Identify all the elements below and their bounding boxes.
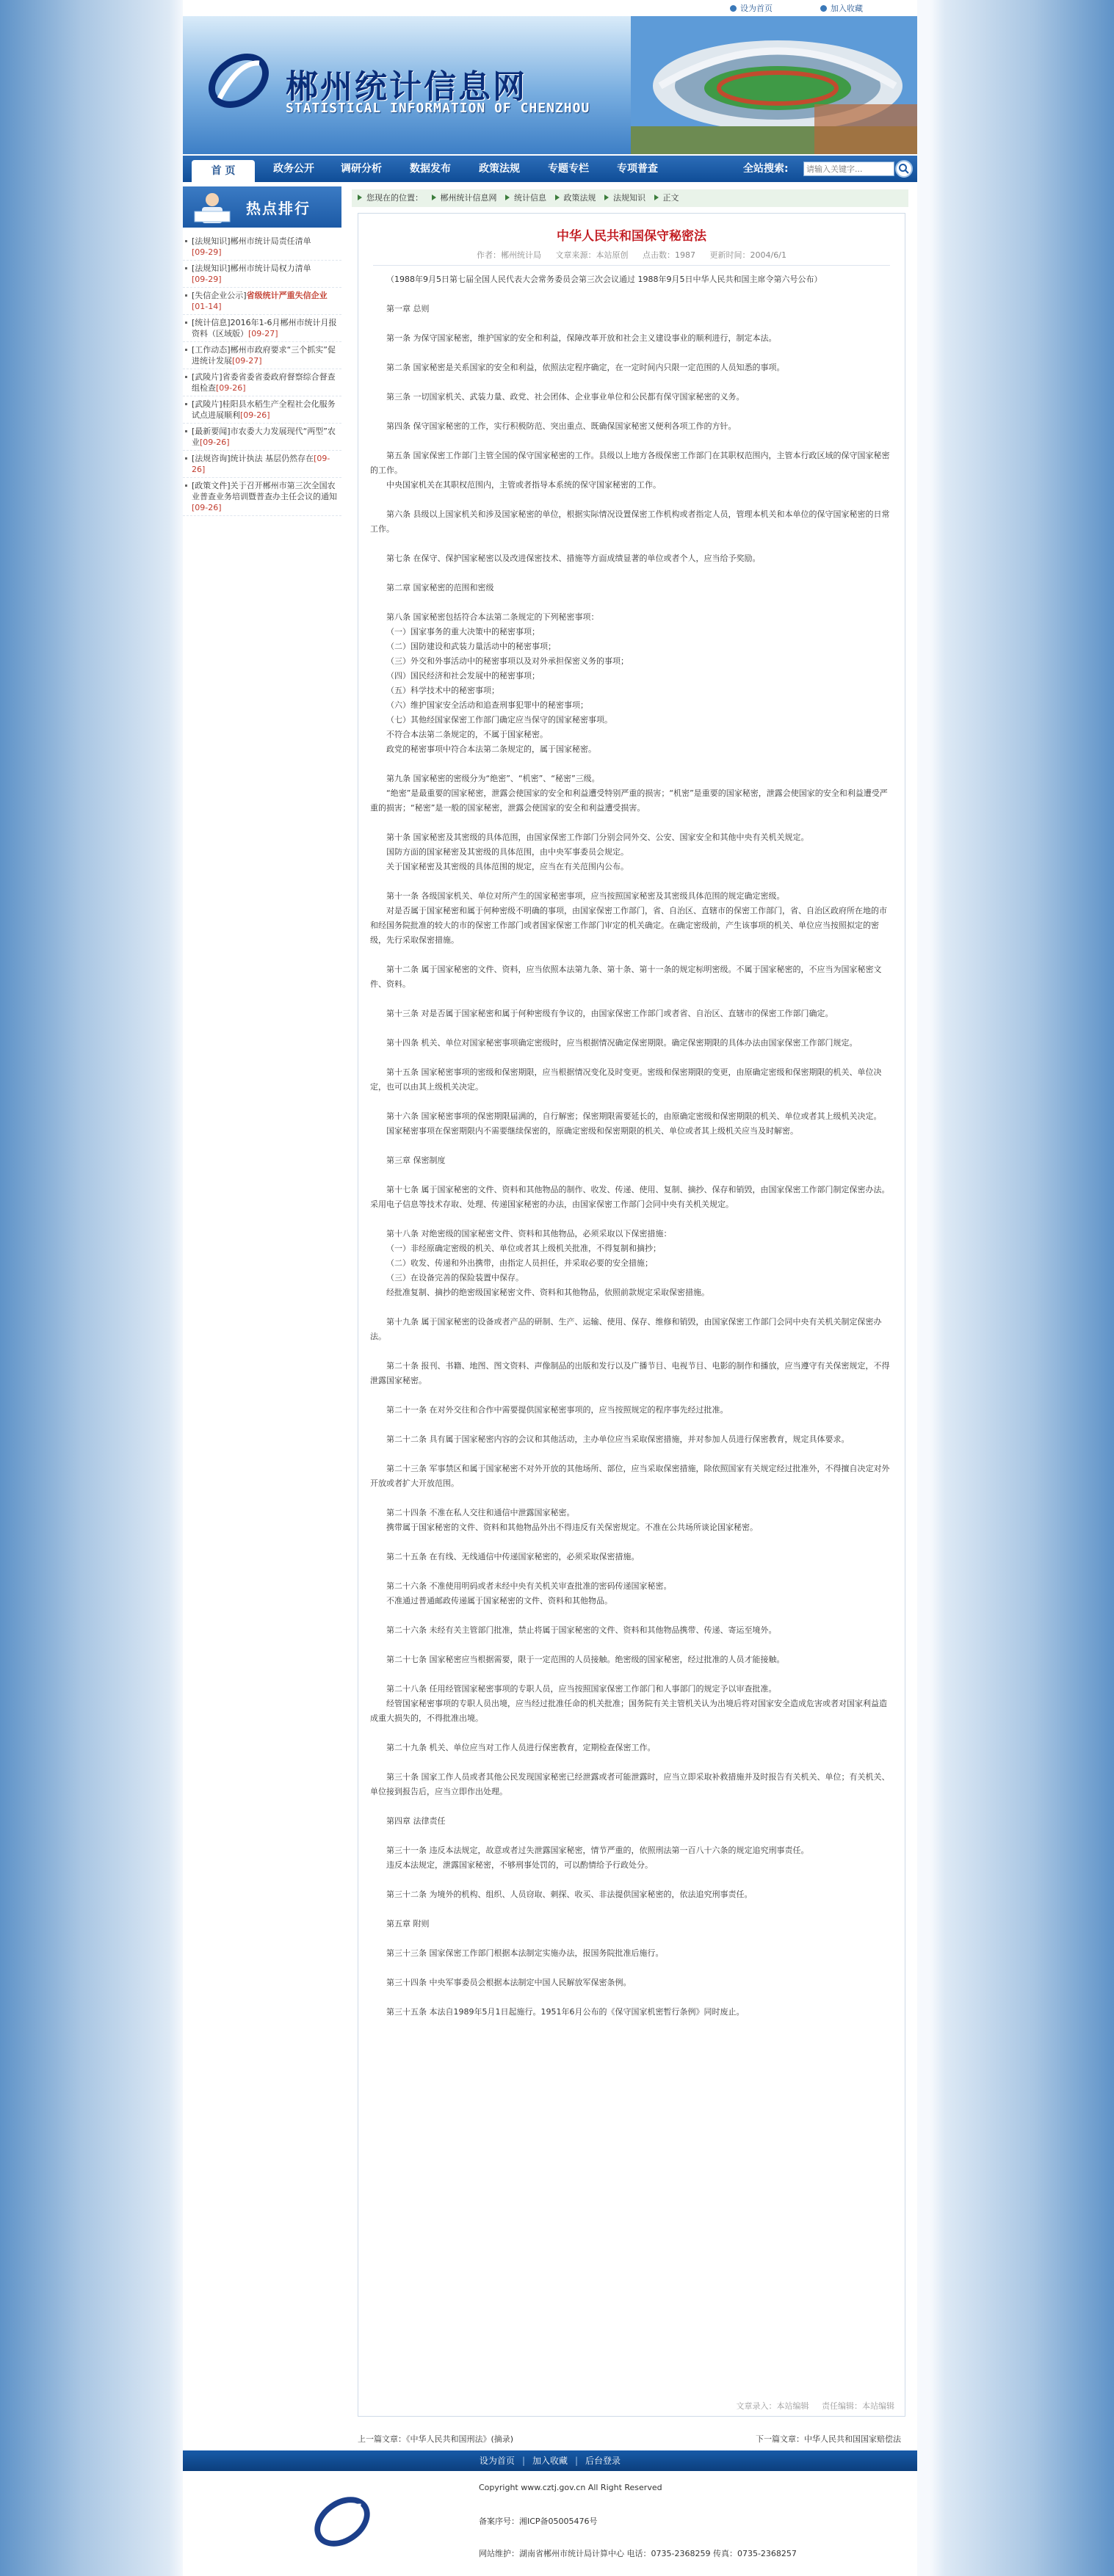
- footer-logo-icon: [309, 2489, 375, 2555]
- article-paragraph: 第一条 为保守国家秘密，维护国家的安全和利益，保障改革开放和社会主义建设事业的顺利进行，制定本法。: [386, 333, 777, 343]
- blank-line: [370, 1608, 890, 1623]
- bullet-icon: [185, 457, 187, 460]
- article-paragraph: 国防方面的国家秘密及其密级的具体范围，由中央军事委员会规定。: [386, 847, 629, 857]
- article-paragraph: 第十二条 属于国家秘密的文件、资料，应当依照本法第九条、第十条、第十一条的规定标明密级。不属于国家秘密的，不应当为国家秘密文件、资料。: [370, 965, 882, 989]
- article-paragraph: 第三十四条 中央军事委员会根据本法制定中国人民解放军保密条例。: [386, 1978, 632, 1987]
- site-title: 郴州统计信息网: [286, 68, 527, 106]
- bullet-icon: [185, 485, 187, 487]
- blank-line: [370, 1902, 890, 1917]
- hot-ranking-header: [183, 186, 341, 228]
- blank-line: [370, 1638, 890, 1652]
- blank-line: [370, 757, 890, 772]
- article-paragraph: 第二十条 报刊、书籍、地图、图文资料、声像制品的出版和发行以及广播节目、电视节目、电影的制作和播放，应当遵守有关保密规定，不得泄露国家秘密。: [370, 1361, 890, 1385]
- article-paragraph: 第二十三条 军事禁区和属于国家秘密不对外开放的其他场所、部位，应当采取保密措施，除依照国家有关规定经过批准外，不得擅自决定对外开放或者扩大开放范围。: [370, 1464, 890, 1488]
- blank-line: [370, 1961, 890, 1975]
- nav-home[interactable]: 首 页: [192, 160, 255, 182]
- blank-line: [370, 1095, 890, 1109]
- set-homepage-link[interactable]: 设为首页: [730, 2, 773, 14]
- article-paragraph: 第十一条 各级国家机关、单位对所产生的国家秘密事项，应当按照国家秘密及其密级具体范围的规定确定密级。: [386, 891, 785, 901]
- site-banner: [183, 16, 917, 154]
- article-paragraph: 第四条 保守国家秘密的工作，实行积极防范、突出重点、既确保国家秘密又便利各项工作的方针。: [386, 421, 737, 431]
- list-item[interactable]: [工作动态]郴州市政府要求“三个抓实”促进统计发展[09-27]: [183, 342, 341, 369]
- article-paragraph: 第二十七条 国家秘密应当根据需要，限于一定范围的人员接触。绝密级的国家秘密，经过批准的人员才能接触。: [386, 1655, 785, 1664]
- article-paragraph: 第二十八条 任用经管国家秘密事项的专职人员，应当按照国家保密工作部门和人事部门的规定予以审查批准。: [386, 1684, 777, 1694]
- blank-line: [370, 287, 890, 302]
- bullet-icon: [185, 403, 187, 405]
- article-paragraph: 政党的秘密事项中符合本法第二条规定的，属于国家秘密。: [386, 744, 596, 754]
- search-label: 全站搜索:: [743, 163, 789, 175]
- article-paragraph: 不符合本法第二条规定的，不属于国家秘密。: [386, 730, 548, 739]
- article-paragraph: 携带属于国家秘密的文件、资料和其他物品外出不得违反有关保密规定。不准在公共场所谈论国家秘密。: [386, 1523, 758, 1532]
- blank-line: [370, 493, 890, 507]
- breadcrumb-legal[interactable]: 法规知识: [613, 193, 645, 203]
- nav-census[interactable]: 专项普查: [617, 163, 658, 175]
- blank-line: [370, 1931, 890, 1946]
- blank-line: [370, 346, 890, 360]
- article-paragraph: 第七条 在保守、保护国家秘密以及改进保密技术、措施等方面成绩显著的单位或者个人，应当给予奖励。: [386, 554, 761, 563]
- reader-icon: [190, 189, 234, 226]
- prev-next-nav: [352, 2430, 908, 2446]
- main-nav: [183, 156, 917, 182]
- breadcrumb-stat-info[interactable]: 统计信息: [514, 193, 546, 203]
- nav-special-topics[interactable]: 专题专栏: [548, 163, 589, 175]
- sidebar: [183, 186, 341, 512]
- footer-admin-login[interactable]: 后台登录: [585, 2456, 621, 2466]
- article-meta: [373, 249, 890, 266]
- blank-line: [370, 992, 890, 1006]
- article: [358, 213, 905, 2417]
- copyright: Copyright www.cztj.gov.cn All Right Reserved: [479, 2483, 662, 2492]
- bullet-icon: [185, 240, 187, 242]
- blank-line: [370, 1990, 890, 2005]
- article-paragraph: （二）国防建设和武装力量活动中的秘密事项；: [386, 642, 556, 651]
- list-item[interactable]: [法规咨询]统计执法 基层仍然存在[09-26]: [183, 451, 341, 478]
- nav-data-release[interactable]: 数据发布: [410, 163, 451, 175]
- list-item[interactable]: [失信企业公示]省级统计严重失信企业[01-14]: [183, 288, 341, 315]
- article-paragraph: 关于国家秘密及其密级的具体范围的规定，应当在有关范围内公布。: [386, 862, 629, 871]
- article-paragraph: 第十九条 属于国家秘密的设备或者产品的研制、生产、运输、使用、保存、维修和销毁，由国家保密工作部门会同中央有关机关制定保密办法。: [370, 1317, 882, 1341]
- article-paragraph: 第十六条 国家秘密事项的保密期限届满的，自行解密；保密期限需要延长的，由原确定密级和保密期限的机关、单位或者其上级机关决定。: [386, 1111, 882, 1121]
- stadium-image: [631, 16, 917, 154]
- site-logo-icon: [205, 47, 272, 115]
- article-paragraph: 第二十一条 在对外交往和合作中需要提供国家秘密事项的，应当按照规定的程序事先经过批准。: [386, 1405, 728, 1415]
- blank-line: [370, 316, 890, 331]
- blank-line: [370, 1491, 890, 1506]
- article-paragraph: 经批准复制、摘抄的绝密级国家秘密文件、资料和其他物品，依照前款规定采取保密措施。: [386, 1288, 709, 1297]
- blank-line: [370, 1418, 890, 1432]
- article-paragraph: 第二十四条 不准在私人交往和通信中泄露国家秘密。: [386, 1508, 575, 1517]
- next-article-link[interactable]: 下一篇文章：中华人民共和国国家赔偿法: [756, 2434, 901, 2444]
- footer: [183, 2471, 917, 2576]
- breadcrumb-current: 正文: [662, 193, 679, 203]
- site-subtitle: STATISTICAL INFORMATION OF CHENZHOU: [286, 101, 590, 116]
- page: [183, 0, 917, 2576]
- arrow-icon: [555, 195, 560, 200]
- article-paragraph: 第五条 国家保密工作部门主管全国的保守国家秘密的工作。县级以上地方各级保密工作部门在其职权范围内，主管本行政区域的保守国家秘密的工作。: [370, 451, 890, 475]
- article-entry: 文章录入：本站编辑: [736, 2401, 809, 2411]
- article-paragraph: 第三十三条 国家保密工作部门根据本法制定实施办法，报国务院批准后施行。: [386, 1948, 664, 1958]
- article-paragraph: 第十四条 机关、单位对国家秘密事项确定密级时，应当根据情况确定保密期限。确定保密期限的具体办法由国家保密工作部门规定。: [386, 1038, 858, 1048]
- footer-links: 设为首页 | 加入收藏 | 后台登录: [183, 2450, 917, 2471]
- list-item[interactable]: [法规知识]郴州市统计局责任清单 [09-29]: [183, 233, 341, 261]
- article-paragraph: （六）维护国家安全活动和追查刑事犯罪中的秘密事项；: [386, 700, 588, 710]
- add-favorite-link[interactable]: 加入收藏: [820, 2, 863, 14]
- article-paragraph: 第三十五条 本法自1989年5月1日起施行。1951年6月公布的《保守国家机密暂行条例》同时废止。: [386, 2007, 745, 2017]
- blank-line: [370, 434, 890, 449]
- list-item[interactable]: [政策文件]关于召开郴州市第三次全国农业普查业务培训暨普查办主任会议的通知[09-26]: [183, 478, 341, 516]
- article-paragraph: 违反本法规定，泄露国家秘密，不够刑事处罚的，可以酌情给予行政处分。: [386, 1860, 653, 1870]
- breadcrumb-site[interactable]: 郴州统计信息网: [440, 193, 497, 203]
- article-paragraph: 第三条 一切国家机关、武装力量、政党、社会团体、企业事业单位和公民都有保守国家秘密的义务。: [386, 392, 745, 402]
- article-paragraph: 第十三条 对是否属于国家秘密和属于何种密级有争议的，由国家保密工作部门或者省、自治区、直辖市的保密工作部门确定。: [386, 1009, 833, 1018]
- blank-line: [370, 375, 890, 390]
- blank-line: [370, 1051, 890, 1065]
- blank-line: [370, 1726, 890, 1741]
- list-item[interactable]: [法规知识]郴州市统计局权力清单 [09-29]: [183, 261, 341, 288]
- article-paragraph: 第三十条 国家工作人员或者其他公民发现国家秘密已经泄露或者可能泄露时，应当立即采取补救措施并及时报告有关机关、单位；有关机关、单位接到报告后，应当立即作出处理。: [370, 1772, 890, 1796]
- arrow-icon: [604, 195, 609, 200]
- article-author: 作者：郴州统计局: [477, 250, 542, 260]
- breadcrumb: 您现在的位置： 郴州统计信息网 统计信息 政策法规 法规知识 正文: [352, 189, 908, 207]
- arrow-icon: [654, 195, 659, 200]
- article-paragraph: 国家秘密事项在保密期限内不需要继续保密的，原确定密级和保密期限的机关、单位或者其上级机关应当及时解密。: [386, 1126, 798, 1136]
- blank-line: [370, 1667, 890, 1682]
- blank-line: [370, 1139, 890, 1153]
- article-paragraph: （一）非经原确定密级的机关、单位或者其上级机关批准，不得复制和摘抄；: [386, 1244, 661, 1253]
- blank-line: [370, 1388, 890, 1403]
- blank-line: [370, 948, 890, 962]
- blank-line: [370, 874, 890, 889]
- article-paragraph: 第三十二条 为境外的机构、组织、人员窃取、刺探、收买、非法提供国家秘密的，依法追究刑事责任。: [386, 1890, 753, 1899]
- list-item[interactable]: [武陵片]省委省委省委政府督察综合督查组检查[09-26]: [183, 369, 341, 396]
- article-updated: 更新时间：2004/6/1: [709, 250, 786, 260]
- article-paragraph: （二）收发、传递和外出携带，由指定人员担任，并采取必要的安全措施；: [386, 1258, 653, 1268]
- article-paragraph: 第九条 国家秘密的密级分为“绝密”、“机密”、“秘密”三级。: [386, 774, 600, 783]
- article-hits: 点击数：1987: [643, 250, 696, 260]
- blank-line: [370, 566, 890, 581]
- search-icon: [897, 162, 911, 176]
- blank-line: [370, 1447, 890, 1462]
- blank-line: [370, 1873, 890, 1887]
- blank-line: [370, 404, 890, 419]
- arrow-icon: [358, 195, 362, 200]
- article-paragraph: 第六条 县级以上国家机关和涉及国家秘密的单位，根据实际情况设置保密工作机构或者指定人员，管理本机关和本单位的保守国家秘密的日常工作。: [370, 509, 890, 534]
- article-paragraph: 第十八条 对绝密级的国家秘密文件、资料和其他物品，必须采取以下保密措施：: [386, 1229, 672, 1238]
- list-item[interactable]: [武陵片]桂阳县水稻生产全程社会化服务试点进展顺利[09-26]: [183, 396, 341, 424]
- blank-line: [370, 1829, 890, 1843]
- arrow-icon: [505, 195, 510, 200]
- bullet-icon: [185, 376, 187, 378]
- blank-line: [370, 1755, 890, 1770]
- article-paragraph: 第四章 法律责任: [386, 1816, 446, 1826]
- article-paragraph: 第一章 总则: [386, 304, 430, 313]
- maintainer-info: 网站维护：湖南省郴州市统计局计算中心 电话：0735-2368259 传真：0735-2368257: [479, 2549, 797, 2558]
- article-paragraph: （五）科学技术中的秘密事项；: [386, 686, 499, 695]
- article-paragraph: （三）在设备完善的保险装置中保存。: [386, 1273, 524, 1282]
- arrow-icon: [432, 195, 436, 200]
- article-footer: [726, 2400, 895, 2412]
- article-paragraph: （七）其他经国家保密工作部门确定应当保守的国家秘密事项。: [386, 715, 612, 725]
- nav-research[interactable]: 调研分析: [341, 163, 382, 175]
- list-item[interactable]: [最新要闻]市农委大力发展现代“两型”农业[09-26]: [183, 424, 341, 451]
- breadcrumb-policy[interactable]: 政策法规: [563, 193, 596, 203]
- article-paragraph: 第十条 国家秘密及其密级的具体范围，由国家保密工作部门分别会同外交、公安、国家安全和其他中央有关机关规定。: [386, 832, 809, 842]
- article-paragraph: 经管国家秘密事项的专职人员出境，应当经过批准任命的机关批准；国务院有关主管机关认为出境后将对国家安全造成危害或者对国家利益造成重大损失的，不得批准出境。: [370, 1699, 887, 1723]
- article-paragraph: 不准通过普通邮政传递属于国家秘密的文件、资料和其他物品。: [386, 1596, 612, 1606]
- article-paragraph: 第二十二条 具有属于国家秘密内容的会议和其他活动，主办单位应当采取保密措施，并对参加人员进行保密教育，规定具体要求。: [386, 1434, 850, 1444]
- article-paragraph: 第十五条 国家秘密事项的密级和保密期限，应当根据情况变化及时变更。密级和保密期限的变更，由原确定密级和保密期限的机关、单位决定，也可以由其上级机关决定。: [370, 1067, 882, 1092]
- list-item[interactable]: [统计信息]2016年1-6月郴州市统计月报资料（区域版）[09-27]: [183, 315, 341, 342]
- article-paragraph: “绝密”是最重要的国家秘密，泄露会使国家的安全和利益遭受特别严重的损害；“机密”是重要的国家秘密，泄露会使国家的安全和利益遭受严重的损害；“秘密”是一般的国家秘密，泄露会使国家的安全和利益遭受损害。: [370, 788, 888, 813]
- article-paragraph: 第二十六条 未经有关主管部门批准，禁止将属于国家秘密的文件、资料和其他物品携带、传递、寄运至境外。: [386, 1625, 777, 1635]
- article-editor: 责任编辑：本站编辑: [822, 2401, 894, 2411]
- search-input[interactable]: [803, 162, 894, 176]
- article-paragraph: 第十七条 属于国家秘密的文件、资料和其他物品的制作、收发、传递、使用、复制、摘抄、保存和销毁，由国家保密工作部门制定保密办法。采用电子信息等技术存取、处理、传递国家秘密的办法，由国家保密工作部门会同中央有关机关规定。: [370, 1185, 890, 1209]
- article-paragraph: 第二章 国家秘密的范围和密级: [386, 583, 494, 592]
- blank-line: [370, 595, 890, 610]
- hot-ranking-title: 热点排行: [246, 200, 311, 217]
- blank-line: [370, 1344, 890, 1359]
- top-strip: [183, 0, 917, 17]
- footer-set-homepage[interactable]: 设为首页: [479, 2456, 515, 2466]
- prev-article-link[interactable]: 上一篇文章：《中华人民共和国刑法》(摘录): [358, 2434, 514, 2444]
- home-icon: [730, 5, 737, 12]
- blank-line: [370, 537, 890, 551]
- article-paragraph: （1988年9月5日第七届全国人民代表大会常务委员会第三次会议通过 1988年9月5日中华人民共和国主席令第六号公布）: [386, 275, 822, 284]
- article-title: 中华人民共和国保守秘密法: [557, 229, 706, 244]
- blank-line: [370, 1799, 890, 1814]
- article-paragraph: （三）外交和外事活动中的秘密事项以及对外承担保密义务的事项；: [386, 656, 629, 666]
- article-paragraph: 第二十九条 机关、单位应当对工作人员进行保密教育，定期检查保密工作。: [386, 1743, 656, 1752]
- article-source: 文章来源：本站原创: [555, 250, 629, 260]
- blank-line: [370, 1212, 890, 1227]
- blank-line: [370, 1168, 890, 1183]
- footer-add-favorite[interactable]: 加入收藏: [532, 2456, 568, 2466]
- blank-line: [370, 1535, 890, 1550]
- bullet-icon: [185, 267, 187, 269]
- article-paragraph: （四）国民经济和社会发展中的秘密事项；: [386, 671, 540, 681]
- article-paragraph: 中央国家机关在其职权范围内，主管或者指导本系统的保守国家秘密的工作。: [386, 480, 661, 490]
- article-paragraph: （一）国家事务的重大决策中的秘密事项；: [386, 627, 540, 636]
- article-paragraph: 第八条 国家秘密包括符合本法第二条规定的下列秘密事项：: [386, 612, 599, 622]
- search-button[interactable]: [895, 160, 913, 178]
- star-icon: [820, 5, 827, 12]
- hot-ranking-list: [183, 233, 341, 516]
- article-body: [370, 272, 890, 2020]
- blank-line: [370, 1300, 890, 1315]
- bullet-icon: [185, 322, 187, 324]
- article-paragraph: 第二十六条 不准使用明码或者未经中央有关机关审查批准的密码传递国家秘密。: [386, 1581, 672, 1591]
- icp-number: 备案序号：湘ICP备05005476号: [479, 2517, 598, 2526]
- article-paragraph: 第五章 附则: [386, 1919, 430, 1929]
- article-paragraph: 第二十五条 在有线、无线通信中传递国家秘密的，必须采取保密措施。: [386, 1552, 640, 1561]
- blank-line: [370, 816, 890, 830]
- nav-policy[interactable]: 政策法规: [479, 163, 520, 175]
- article-paragraph: 对是否属于国家秘密和属于何种密级不明确的事项，由国家保密工作部门，省、自治区、直辖市的保密工作部门，省、自治区政府所在地的市和经国务院批准的较大的市的保密工作部门或者国家保密工作部门审定的机关确定。在确定密级前，产生该事项的机关、单位应当按照拟定的密级，先行采取保密措施。: [370, 906, 887, 945]
- article-paragraph: 第三十一条 违反本法规定，故意或者过失泄露国家秘密，情节严重的，依照刑法第一百八十六条的规定追究刑事责任。: [386, 1846, 809, 1855]
- bullet-icon: [185, 294, 187, 297]
- bullet-icon: [185, 430, 187, 432]
- blank-line: [370, 1021, 890, 1036]
- bullet-icon: [185, 349, 187, 351]
- blank-line: [370, 1564, 890, 1579]
- article-paragraph: 第二条 国家秘密是关系国家的安全和利益，依照法定程序确定，在一定时间内只限一定范围的人员知悉的事项。: [386, 363, 785, 372]
- article-paragraph: 第三章 保密制度: [386, 1155, 446, 1165]
- nav-gov-affairs[interactable]: 政务公开: [273, 163, 314, 175]
